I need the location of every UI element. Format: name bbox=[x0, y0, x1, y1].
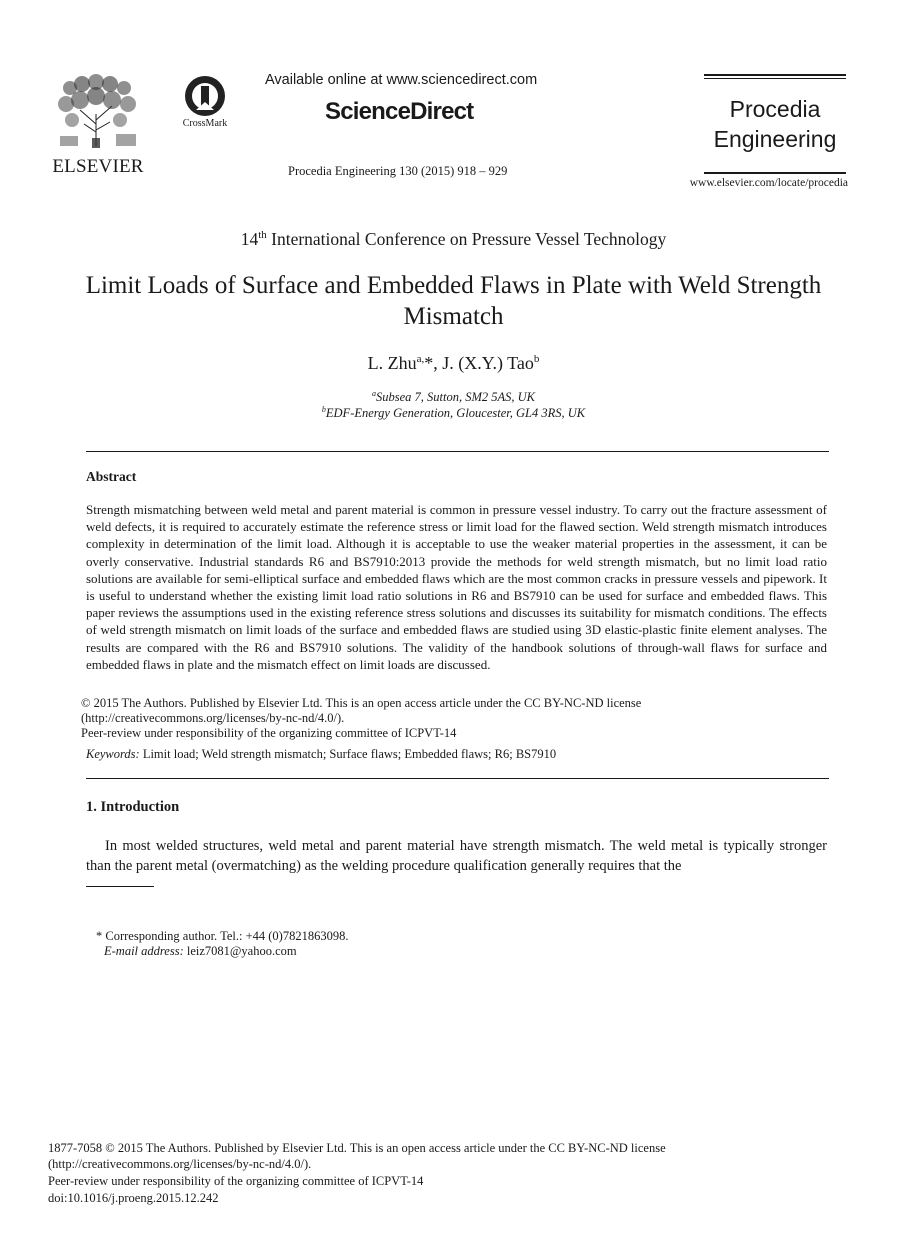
journal-url[interactable]: www.elsevier.com/locate/procedia bbox=[689, 177, 848, 189]
abstract-body: Strength mismatching between weld metal and parent material is common in pressure vessel industry. To carry out the fracture assessment of weld defects, it is required to accurately estimate the reference stress or limit load for the flawed section. Weld strength mismatch introduces complexity in determination of the limit load. Although it is acceptable to use the weaker material properties in the assessment, it can be overly conservative. Industrial standards R6 and BS7910:2013 provide the methods for weld strength mismatch, but no limit load ratio solutions are available for semi-elliptical surface and embedded flaws which are the most common cracks in pressure vessels and pipework. It is useful to understand whether the existing limit load ratio solutions in R6 and BS7910 can be used for surface and embedded flaws. This paper reviews the assumptions used in the existing reference stress solutions and discusses its suitability for mismatch conditions. The effects of weld strength mismatch on limit loads of the surface and embedded flaws are studied using 3D elastic-plastic finite element analyses. The results are compared with the R6 and BS7910 solutions. The validity of the handbook solutions of through-wall flaws for surface and embedded flaws in plate and the mismatch effect on limit loads are discussed. bbox=[86, 502, 827, 672]
crossmark-label: CrossMark bbox=[182, 118, 228, 129]
abstract-rule-top bbox=[86, 451, 829, 452]
keywords bbox=[86, 747, 556, 762]
keywords-list: Limit load; Weld strength mismatch; Surface flaws; Embedded flaws; R6; BS7910 bbox=[139, 747, 557, 761]
footnote-rule bbox=[86, 886, 154, 887]
journal-reference: Procedia Engineering 130 (2015) 918 – 929 bbox=[288, 164, 508, 178]
corresponding-author-note: * Corresponding author. Tel.: +44 (0)7821863098. bbox=[96, 929, 349, 943]
introduction-body: In most welded structures, weld metal and parent material have strength mismatch. The weld metal is typically stronger than the parent metal (overmatching) as the welding procedure qualification generally requires that the bbox=[86, 838, 827, 874]
affiliation-b-text: EDF-Energy Generation, Gloucester, GL4 3RS, UK bbox=[325, 406, 586, 421]
conference-title: International Conference on Pressure Vessel Technology bbox=[266, 229, 667, 249]
affiliation-b-mark: b bbox=[321, 405, 326, 414]
footer-issn-license: 1877-7058 © 2015 The Authors. Published by Elsevier Ltd. This is an open access article under the CC BY-NC-ND license bbox=[48, 1141, 666, 1155]
affiliation-a-text: Subsea 7, Sutton, SM2 5AS, UK bbox=[375, 390, 536, 405]
author-list bbox=[0, 353, 907, 374]
conference-name bbox=[0, 229, 907, 250]
journal-title bbox=[704, 94, 846, 154]
author-2-affil-mark: b bbox=[533, 353, 540, 365]
author-1: L. Zhu bbox=[367, 353, 417, 373]
sciencedirect-logo: ScienceDirect bbox=[325, 98, 474, 125]
email-label: E-mail address: bbox=[104, 944, 184, 958]
publisher-name: ELSEVIER bbox=[52, 156, 144, 177]
license-link[interactable]: (http://creativecommons.org/licenses/by-nc-nd/4.0/). bbox=[81, 711, 345, 725]
author-2: , J. (X.Y.) Tao bbox=[433, 353, 534, 373]
journal-title-line2: Engineering bbox=[713, 126, 837, 152]
conference-ordinal-suffix: th bbox=[258, 229, 267, 242]
footer-license-link[interactable]: (http://creativecommons.org/licenses/by-nc-nd/4.0/). bbox=[48, 1157, 312, 1171]
crossmark-badge[interactable] bbox=[176, 74, 234, 132]
affiliation-a-mark: a bbox=[371, 389, 376, 398]
journal-title-line1: Procedia bbox=[729, 96, 821, 122]
peer-review-statement: Peer-review under responsibility of the organizing committee of ICPVT-14 bbox=[81, 726, 457, 740]
corresponding-star: * bbox=[424, 353, 434, 373]
journal-rule-top bbox=[704, 74, 846, 76]
abstract-heading: Abstract bbox=[86, 469, 137, 484]
email-note bbox=[104, 944, 297, 959]
available-online: Available online at www.sciencedirect.com bbox=[265, 72, 538, 88]
paper-title: Limit Loads of Surface and Embedded Flaws in Plate with Weld Strength Mismatch bbox=[85, 272, 822, 330]
footer-doi[interactable]: doi:10.1016/j.proeng.2015.12.242 bbox=[48, 1191, 219, 1205]
crossmark-icon bbox=[176, 74, 234, 118]
footer-peer-review: Peer-review under responsibility of the organizing committee of ICPVT-14 bbox=[48, 1174, 424, 1188]
email-address[interactable]: leiz7081@yahoo.com bbox=[183, 944, 297, 958]
license-statement: © 2015 The Authors. Published by Elsevier Ltd. This is an open access article under the CC BY-NC-ND license bbox=[81, 696, 642, 710]
author-1-affil-mark: a, bbox=[416, 353, 425, 365]
journal-rule-top-thin bbox=[704, 78, 846, 79]
journal-rule-bottom bbox=[704, 172, 846, 174]
keywords-label: Keywords: bbox=[86, 747, 140, 761]
abstract-rule-bottom bbox=[86, 778, 829, 779]
elsevier-logo bbox=[50, 74, 146, 178]
affiliation-a bbox=[0, 389, 907, 405]
affiliation-b bbox=[0, 405, 907, 421]
conference-ordinal: 14 bbox=[240, 229, 259, 249]
introduction-heading: 1. Introduction bbox=[86, 799, 180, 815]
